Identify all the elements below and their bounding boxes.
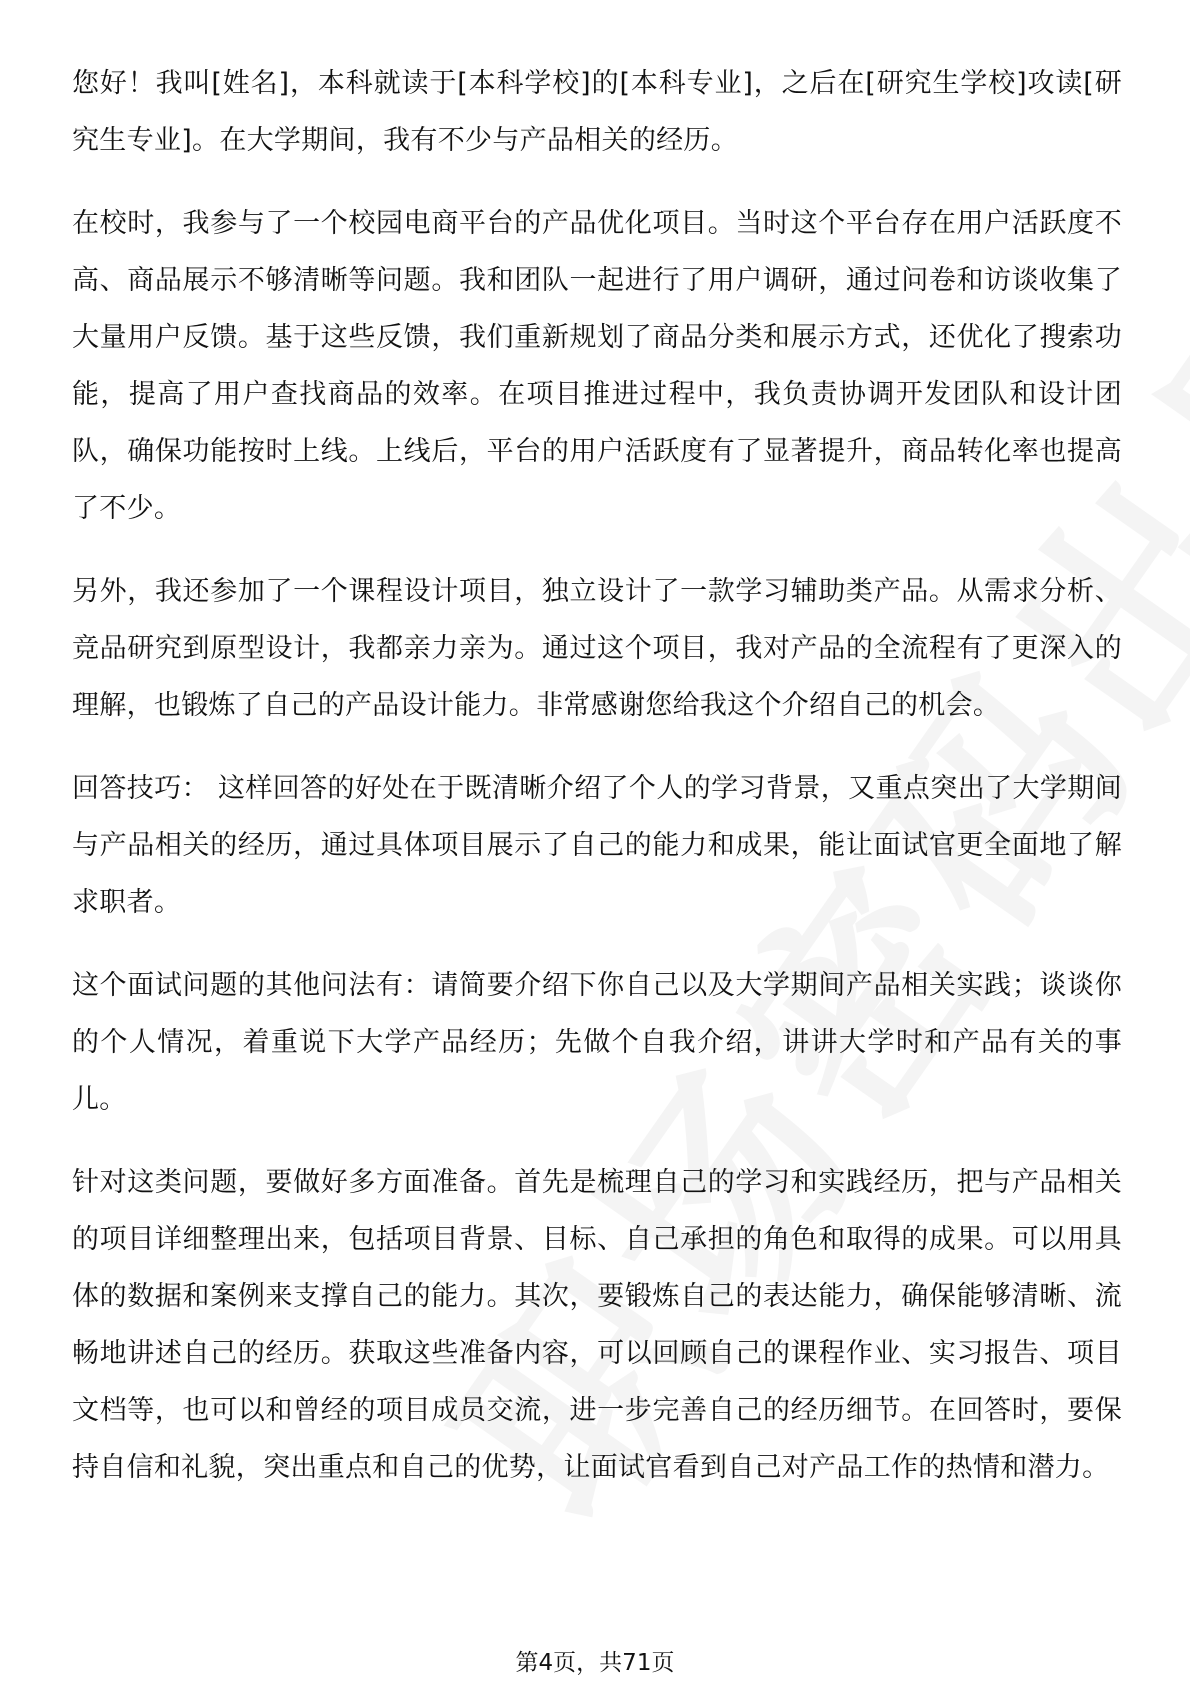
paragraph-self-intro: 您好！我叫[姓名]，本科就读于[本科学校]的[本科专业]，之后在[研究生学校]攻读[研究生专业]。在大学期间，我有不少与产品相关的经历。 [72, 68, 1122, 156]
paragraph-course-project: 另外，我还参加了一个课程设计项目，独立设计了一款学习辅助类产品。从需求分析、竞品研究到原型设计，我都亲力亲为。通过这个项目，我对产品的全流程有了更深入的理解，也锻炼了自己的产品设计能力。非常感谢您给我这个介绍自己的机会。 [72, 576, 1122, 721]
paragraph-preparation: 针对这类问题，要做好多方面准备。首先是梳理自己的学习和实践经历，把与产品相关的项目详细整理出来，包括项目背景、目标、自己承担的角色和取得的成果。可以用具体的数据和案例来支撑自己的能力。其次，要锻炼自己的表达能力，确保能够清晰、流畅地讲述自己的经历。获取这些准备内容，可以回顾自己的课程作业、实习报告、项目文档等，也可以和曾经的项目成员交流，进一步完善自己的经历细节。在回答时，要保持自信和礼貌，突出重点和自己的优势，让面试官看到自己对产品工作的热情和潜力。 [72, 1167, 1122, 1483]
document-body [72, 55, 1122, 1522]
paragraph-answer-tips: 回答技巧： 这样回答的好处在于既清晰介绍了个人的学习背景，又重点突出了大学期间与产品相关的经历，通过具体项目展示了自己的能力和成果，能让面试官更全面地了解求职者。 [72, 773, 1122, 918]
paragraph-alternative-questions: 这个面试问题的其他问法有：请简要介绍下你自己以及大学期间产品相关实践；谈谈你的个人情况，着重说下大学产品经历；先做个自我介绍，讲讲大学时和产品有关的事儿。 [72, 970, 1122, 1115]
paragraph-campus-project: 在校时，我参与了一个校园电商平台的产品优化项目。当时这个平台存在用户活跃度不高、商品展示不够清晰等问题。我和团队一起进行了用户调研，通过问卷和访谈收集了大量用户反馈。基于这些反馈，我们重新规划了商品分类和展示方式，还优化了搜索功能，提高了用户查找商品的效率。在项目推进过程中，我负责协调开发团队和设计团队，确保功能按时上线。上线后，平台的用户活跃度有了显著提升，商品转化率也提高了不少。 [72, 208, 1122, 524]
page-footer: 第4页，共71页 [515, 1650, 675, 1676]
